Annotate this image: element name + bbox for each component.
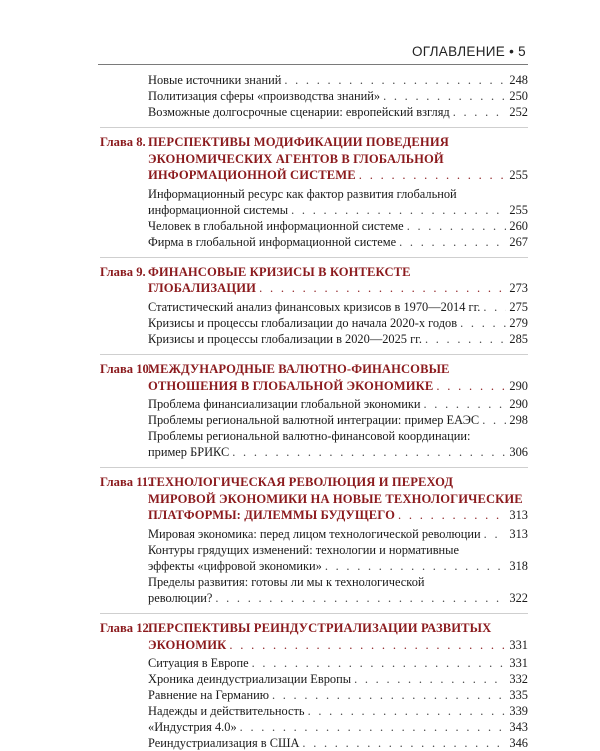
- leader-dots: [325, 558, 507, 574]
- entry-page: 331: [509, 656, 528, 671]
- entry-text: Статистический анализ финансовых кризисов в 1970—2014 гг.: [148, 299, 481, 314]
- leader-dots: [483, 299, 506, 315]
- section-divider: [100, 257, 528, 258]
- leader-dots: [359, 167, 507, 184]
- entry-text: Равнение на Германию: [148, 688, 269, 703]
- entry-page: 346: [509, 736, 528, 751]
- entry-text: Проблема финансиализации глобальной экономики: [148, 397, 421, 412]
- chapter-10-heading[interactable]: [100, 361, 528, 394]
- toc-entry[interactable]: [100, 396, 528, 412]
- entry-page: 252: [509, 105, 528, 119]
- leader-dots: [272, 687, 506, 703]
- chapter-page: 273: [509, 281, 528, 296]
- toc-entry[interactable]: [100, 104, 528, 120]
- chapter-9-heading[interactable]: [100, 264, 528, 297]
- entry-page: 260: [509, 218, 528, 233]
- leader-dots: [398, 507, 506, 524]
- leader-dots: [399, 234, 506, 250]
- toc-entry[interactable]: [100, 687, 528, 703]
- leader-dots: [460, 315, 506, 331]
- chapter-title-line: ПЕРСПЕКТИВЫ РЕИНДУСТРИАЛИЗАЦИИ РАЗВИТЫХ: [148, 620, 492, 635]
- toc-entry[interactable]: [100, 299, 528, 315]
- section-divider: [100, 354, 528, 355]
- toc-entry[interactable]: [100, 88, 528, 104]
- leader-dots: [423, 396, 506, 412]
- entry-page: 255: [509, 202, 528, 217]
- entry-text: Пределы развития: готовы ли мы к технологической: [148, 574, 425, 589]
- section-divider: [100, 613, 528, 614]
- entry-text: Человек в глобальной информационной системе: [148, 218, 404, 233]
- leader-dots: [232, 444, 506, 460]
- entry-page: 335: [509, 688, 528, 703]
- entry-text: Контуры грядущих изменений: технологии и нормативные: [148, 542, 460, 557]
- leader-dots: [383, 88, 506, 104]
- chapter-title-line: ТЕХНОЛОГИЧЕСКАЯ РЕВОЛЮЦИЯ И ПЕРЕХОД: [148, 475, 454, 490]
- section-divider: [100, 467, 528, 468]
- entry-page: 343: [509, 720, 528, 735]
- entry-text: Мировая экономика: перед лицом технологической революции: [148, 526, 481, 541]
- entry-text: Фирма в глобальной информационной системе: [148, 234, 397, 249]
- chapter-title-line: ЭКОНОМИЧЕСКИХ АГЕНТОВ В ГЛОБАЛЬНОЙ: [148, 151, 444, 166]
- leader-dots: [229, 637, 506, 654]
- entry-text: Кризисы и процессы глобализации до начала 2020-х годов: [148, 315, 458, 330]
- leader-dots: [453, 104, 507, 120]
- leader-dots: [215, 590, 506, 606]
- entry-text: информационной системы: [148, 202, 289, 217]
- chapter-page: 331: [509, 637, 528, 652]
- toc-entry[interactable]: [100, 655, 528, 671]
- entry-text: Ситуация в Европе: [148, 656, 249, 671]
- leader-dots: [354, 671, 506, 687]
- entry-page: 318: [509, 558, 528, 573]
- toc-entry[interactable]: [100, 735, 528, 751]
- leader-dots: [284, 72, 506, 88]
- entry-page: 290: [509, 397, 528, 412]
- leader-dots: [308, 703, 507, 719]
- chapter-title-line: МЕЖДУНАРОДНЫЕ ВАЛЮТНО-ФИНАНСОВЫЕ: [148, 361, 450, 376]
- chapter-page: 290: [509, 378, 528, 393]
- toc-entry[interactable]: [100, 331, 528, 347]
- entry-text: Возможные долгосрочные сценарии: европейский взгляд: [148, 105, 450, 119]
- entry-text: Реиндустриализация в США: [148, 736, 300, 751]
- entry-text: Информационный ресурс как фактор развития глобальной: [148, 186, 457, 201]
- entry-page: 313: [509, 526, 528, 541]
- toc-entry[interactable]: [100, 719, 528, 735]
- entry-page: 275: [509, 299, 528, 314]
- entry-page: 339: [509, 704, 528, 719]
- leader-dots: [436, 378, 506, 395]
- entry-text: эффекты «цифровой экономики»: [148, 558, 322, 573]
- entry-page: 298: [509, 413, 528, 428]
- toc-content: [100, 72, 528, 751]
- header-title: ОГЛАВЛЕНИЕ • 5: [411, 44, 526, 59]
- leader-dots: [302, 735, 506, 751]
- chapter-11-heading[interactable]: [100, 474, 528, 524]
- section-divider: [100, 127, 528, 128]
- chapter-label: Глава 8.: [100, 135, 146, 149]
- leader-dots: [259, 280, 506, 297]
- chapter-label: Глава 11.: [100, 475, 152, 490]
- chapter-title-line: ПЛАТФОРМЫ: ДИЛЕММЫ БУДУЩЕГО: [148, 508, 395, 523]
- toc-entry[interactable]: [100, 428, 528, 460]
- entry-text: революции?: [148, 590, 213, 605]
- entry-page: 285: [509, 331, 528, 346]
- chapter-page: 313: [509, 508, 528, 523]
- entry-page: 322: [509, 590, 528, 605]
- toc-entry[interactable]: [100, 315, 528, 331]
- toc-entry[interactable]: [100, 186, 528, 218]
- entry-page: 250: [509, 89, 528, 103]
- entry-text: Политизация сферы «производства знаний»: [148, 89, 381, 103]
- entry-text: «Индустрия 4.0»: [148, 720, 237, 735]
- entry-text: Кризисы и процессы глобализации в 2020—2025 гг.: [148, 331, 422, 346]
- toc-entry[interactable]: [100, 703, 528, 719]
- chapter-title-line: ПЕРСПЕКТИВЫ МОДИФИКАЦИИ ПОВЕДЕНИЯ: [148, 135, 449, 149]
- leader-dots: [291, 202, 506, 218]
- entry-text: Надежды и действительность: [148, 704, 305, 719]
- chapter-12-heading[interactable]: [100, 620, 528, 653]
- entry-text: Хроника деиндустриализации Европы: [148, 672, 352, 687]
- entry-page: 306: [509, 445, 528, 460]
- leader-dots: [252, 655, 507, 671]
- chapter-title-line: ГЛОБАЛИЗАЦИИ: [148, 281, 257, 296]
- entry-page: 332: [509, 672, 528, 687]
- leader-dots: [240, 719, 507, 735]
- toc-entry[interactable]: [100, 526, 528, 542]
- chapter-label: Глава 9.: [100, 264, 146, 279]
- toc-entry[interactable]: [100, 72, 528, 88]
- chapter-title-line: МИРОВОЙ ЭКОНОМИКИ НА НОВЫЕ ТЕХНОЛОГИЧЕСКИЕ: [148, 491, 523, 506]
- leader-dots: [484, 526, 507, 542]
- leader-dots: [482, 412, 506, 428]
- chapter-title-line: ИНФОРМАЦИОННОЙ СИСТЕМЕ: [148, 168, 356, 183]
- leader-dots: [407, 218, 507, 234]
- chapter-label: Глава 12.: [100, 620, 152, 635]
- chapter-title-line: ОТНОШЕНИЯ В ГЛОБАЛЬНОЙ ЭКОНОМИКЕ: [148, 378, 434, 393]
- entry-page: 267: [509, 234, 528, 249]
- toc-entry[interactable]: [100, 234, 528, 250]
- entry-text: Новые источники знаний: [148, 73, 282, 87]
- entry-page: 248: [509, 73, 528, 87]
- entry-text: Проблемы региональной валютной интеграции: пример ЕАЭС: [148, 413, 480, 428]
- toc-entry[interactable]: [100, 671, 528, 687]
- leader-dots: [425, 331, 506, 347]
- chapter-label: Глава 10.: [100, 361, 152, 376]
- chapter-8-heading[interactable]: [100, 134, 528, 184]
- running-header: [98, 40, 528, 65]
- chapter-title-line: ФИНАНСОВЫЕ КРИЗИСЫ В КОНТЕКСТЕ: [148, 264, 411, 279]
- toc-entry[interactable]: [100, 574, 528, 606]
- entry-text: пример БРИКС: [148, 445, 230, 460]
- toc-entry[interactable]: [100, 412, 528, 428]
- toc-entry[interactable]: [100, 542, 528, 574]
- toc-entry[interactable]: [100, 218, 528, 234]
- entry-page: 279: [509, 315, 528, 330]
- chapter-page: 255: [509, 168, 528, 183]
- chapter-title-line: ЭКОНОМИК: [148, 637, 227, 652]
- entry-text: Проблемы региональной валютно-финансовой координации:: [148, 429, 471, 444]
